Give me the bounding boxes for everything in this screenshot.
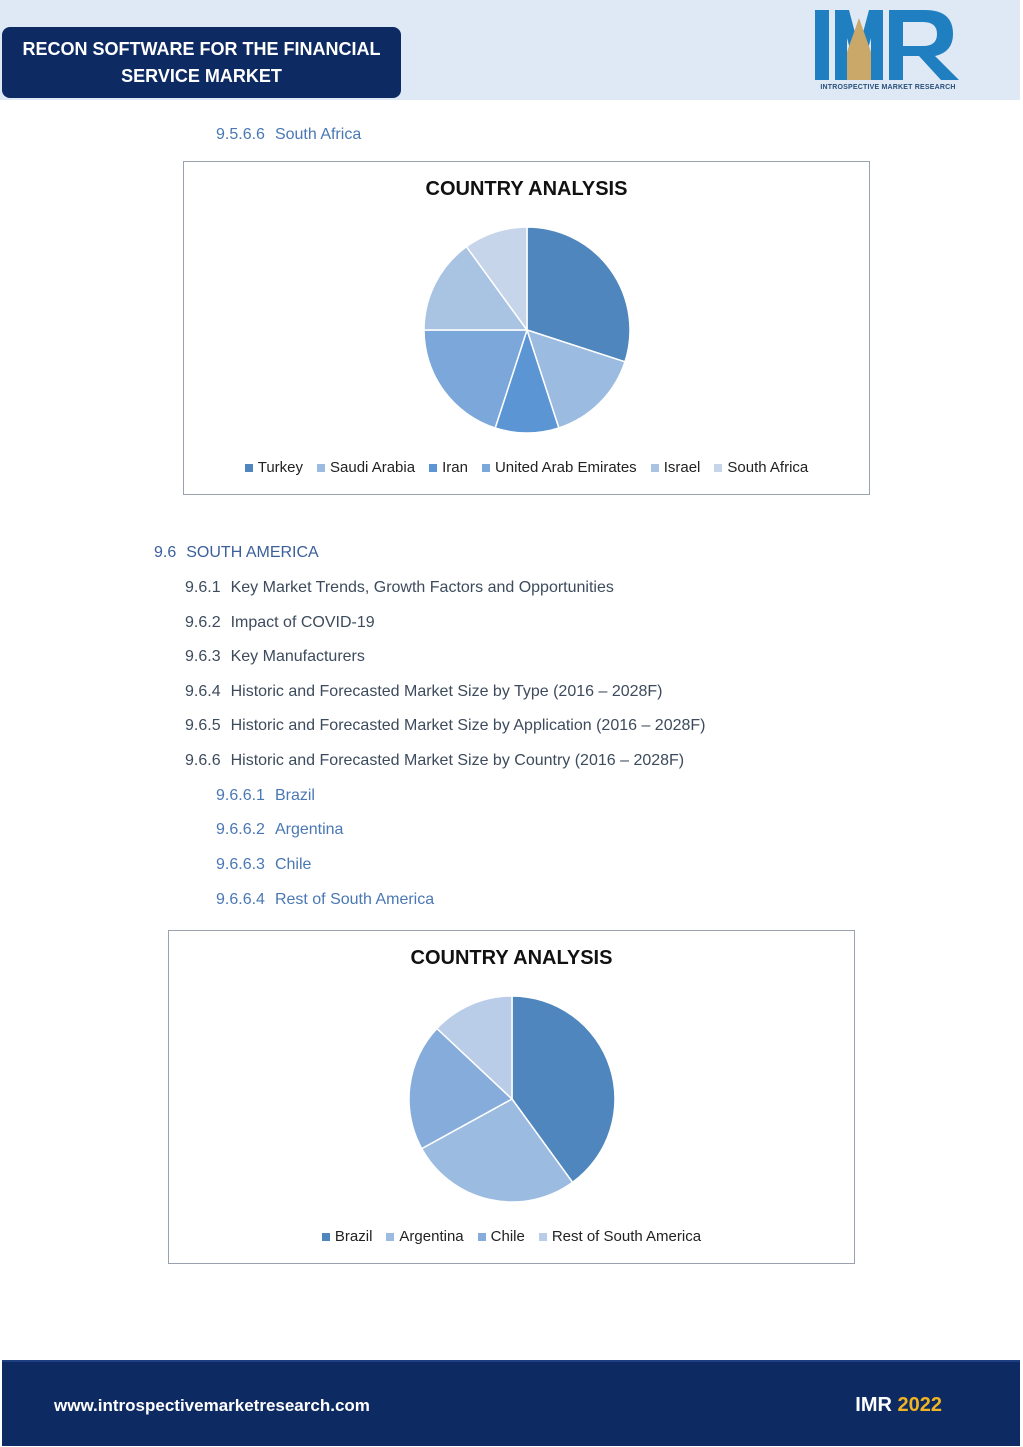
legend-label: South Africa [727, 459, 809, 476]
legend-label: Turkey [257, 459, 304, 476]
chart-title: COUNTRY ANALYSIS [425, 178, 628, 200]
legend-swatch [429, 464, 437, 472]
legend-item-united-arab-emirates [482, 459, 637, 476]
chart-title: COUNTRY ANALYSIS [410, 947, 613, 969]
legend-item-argentina [386, 1228, 463, 1245]
legend-label: Israel [663, 459, 701, 476]
toc-item-south-america[interactable] [154, 544, 319, 562]
legend-item-israel [651, 459, 701, 476]
toc-item-9-6-1[interactable] [185, 579, 614, 597]
toc-item-brazil[interactable] [216, 787, 315, 805]
footer-url[interactable]: www.introspectivemarketresearch.com [54, 1396, 370, 1415]
legend-item-turkey [245, 459, 303, 476]
toc-number: 9.6.1 [185, 579, 221, 596]
legend-item-chile [478, 1228, 525, 1245]
toc-number: 9.6.6.4 [216, 891, 265, 908]
toc-label: Rest of South America [274, 891, 435, 908]
pie-chart [184, 162, 869, 494]
legend-swatch [317, 464, 325, 472]
legend-swatch [245, 464, 253, 472]
toc-number: 9.6.6.1 [216, 787, 265, 804]
legend-item-brazil [322, 1228, 373, 1245]
legend-swatch [482, 464, 490, 472]
legend-label: United Arab Emirates [494, 459, 637, 476]
legend-item-saudi-arabia [317, 459, 415, 476]
toc-label: Impact of COVID-19 [230, 614, 375, 631]
legend-item-south-africa [714, 459, 808, 476]
legend-swatch [651, 464, 659, 472]
toc-item-9-6-2[interactable] [185, 614, 375, 632]
footer-brand-name: IMR [855, 1394, 892, 1416]
legend-swatch [714, 464, 722, 472]
chart-legend [169, 1228, 854, 1245]
chart-country-analysis-mea [183, 161, 870, 495]
toc-number: 9.6 [154, 544, 177, 561]
chart-legend [184, 459, 869, 476]
toc-item-9-6-3[interactable] [185, 648, 365, 666]
legend-swatch [539, 1233, 547, 1241]
toc-item-argentina[interactable] [216, 821, 343, 839]
legend-label: Chile [490, 1228, 525, 1245]
toc-label: Argentina [274, 821, 344, 838]
legend-label: Rest of South America [551, 1228, 702, 1245]
legend-label: Saudi Arabia [330, 459, 416, 476]
toc-label: Key Manufacturers [230, 648, 365, 665]
toc-item-9-6-6[interactable] [185, 752, 684, 770]
legend-label: Brazil [334, 1228, 373, 1245]
report-title-line2: SERVICE MARKET [121, 65, 282, 86]
legend-label: Argentina [399, 1228, 464, 1245]
footer-year: 2022 [897, 1394, 942, 1416]
toc-label: Brazil [274, 787, 315, 804]
toc-label: South Africa [274, 126, 362, 143]
toc-label: Key Market Trends, Growth Factors and Opportunities [230, 579, 614, 596]
toc-item-chile[interactable] [216, 856, 311, 874]
legend-label: Iran [442, 459, 468, 476]
toc-number: 9.6.5 [185, 717, 221, 734]
footer-brand [855, 1394, 942, 1417]
legend-item-iran [429, 459, 468, 476]
toc-label: Chile [274, 856, 312, 873]
toc-item-south-africa[interactable] [216, 126, 361, 144]
legend-swatch [322, 1233, 330, 1241]
imr-logo [813, 8, 963, 96]
toc-label: Historic and Forecasted Market Size by Country (2016 – 2028F) [230, 752, 685, 769]
toc-number: 9.5.6.6 [216, 126, 265, 143]
toc-label: Historic and Forecasted Market Size by Type (2016 – 2028F) [230, 683, 663, 700]
toc-item-rest-of-south-america[interactable] [216, 891, 434, 909]
pie-chart [169, 931, 854, 1263]
toc-item-9-6-5[interactable] [185, 717, 706, 735]
toc-number: 9.6.6 [185, 752, 221, 769]
legend-item-rest-of-south-america [539, 1228, 701, 1245]
legend-swatch [478, 1233, 486, 1241]
toc-number: 9.6.3 [185, 648, 221, 665]
toc-number: 9.6.6.3 [216, 856, 265, 873]
page-footer [2, 1360, 1020, 1446]
legend-swatch [386, 1233, 394, 1241]
logo-subtitle: INTROSPECTIVE MARKET RESEARCH [820, 84, 956, 91]
toc-number: 9.6.4 [185, 683, 221, 700]
toc-label: Historic and Forecasted Market Size by Application (2016 – 2028F) [230, 717, 706, 734]
report-title-line1: RECON SOFTWARE FOR THE FINANCIAL [22, 38, 381, 59]
report-title-box [2, 27, 401, 98]
toc-item-9-6-4[interactable] [185, 683, 663, 701]
toc-number: 9.6.2 [185, 614, 221, 631]
toc-label: SOUTH AMERICA [186, 544, 319, 561]
chart-country-analysis-south-america [168, 930, 855, 1264]
toc-number: 9.6.6.2 [216, 821, 265, 838]
